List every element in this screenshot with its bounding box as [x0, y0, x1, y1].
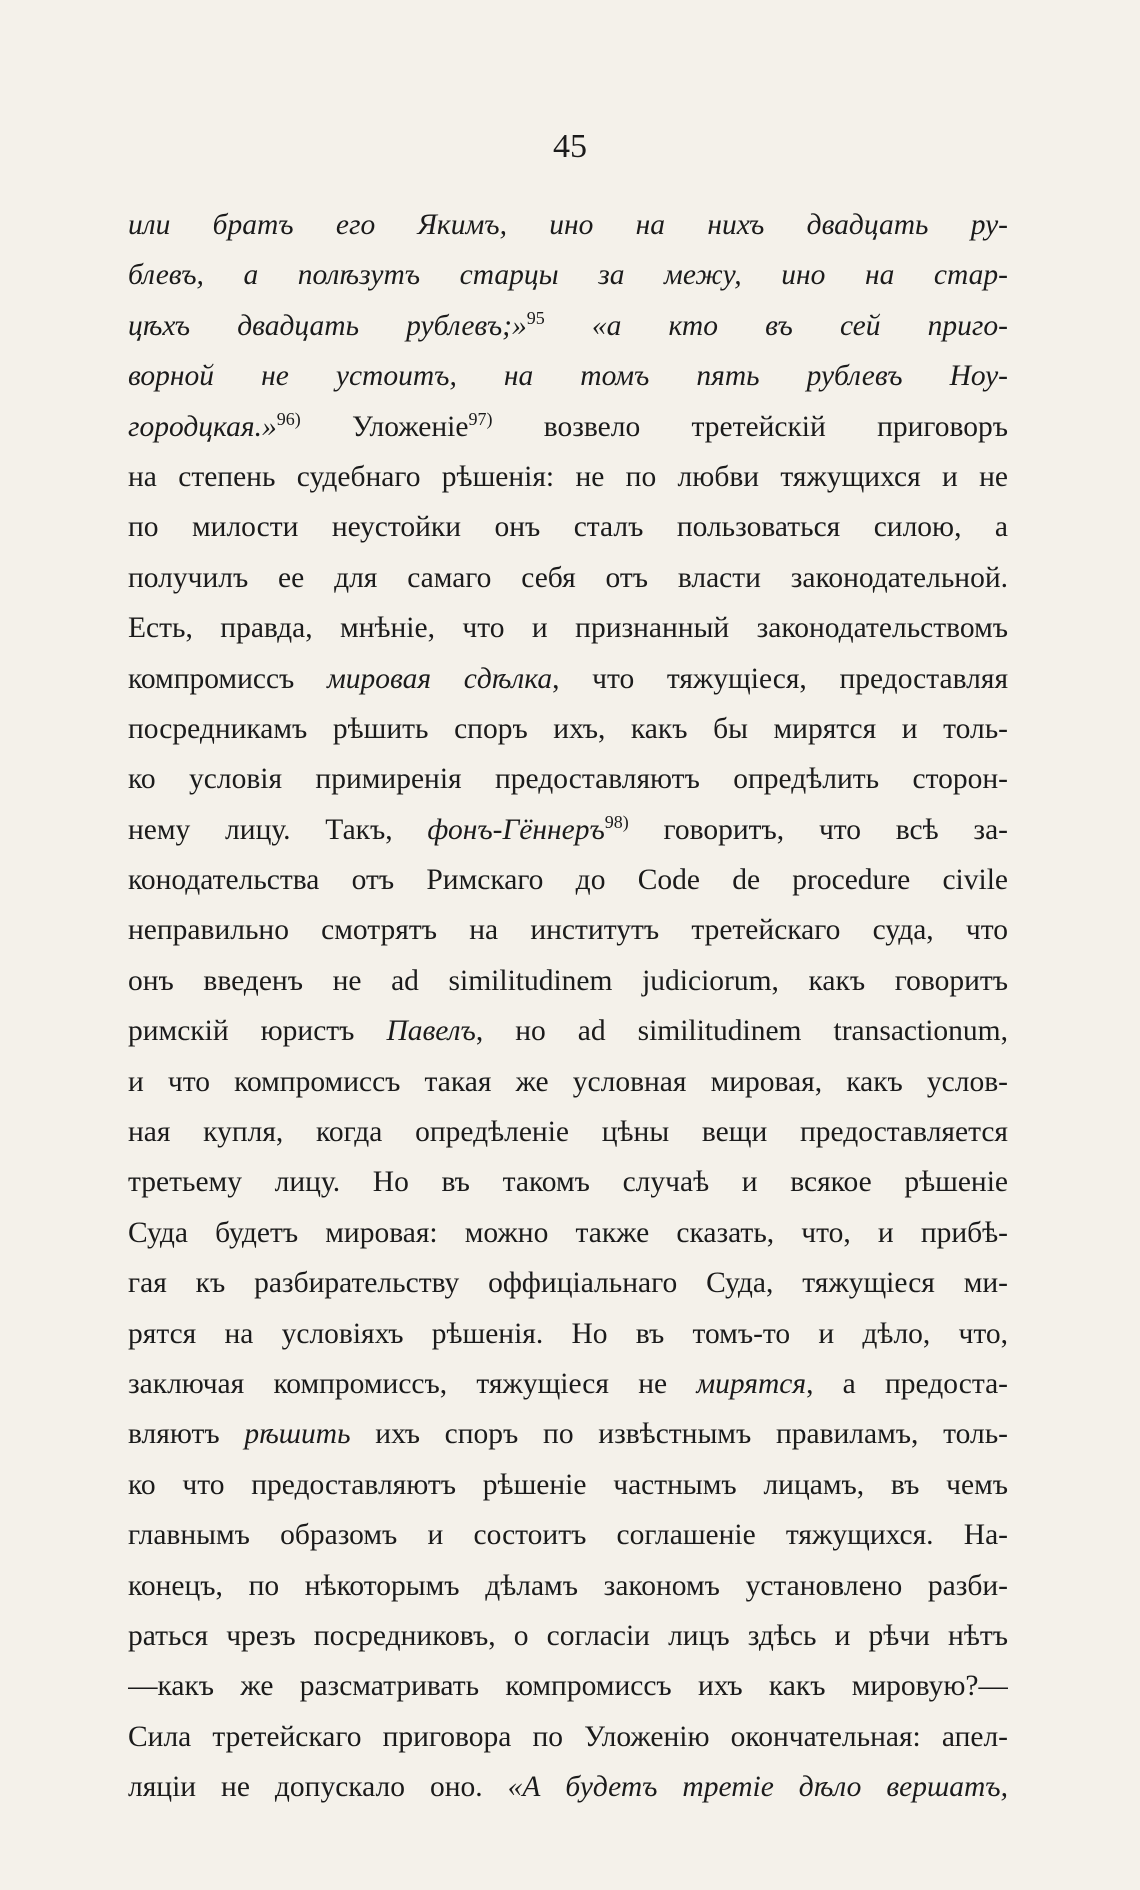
- text-line: [128, 553, 1008, 603]
- text-segment: компромиссъ: [128, 662, 327, 695]
- text-segment: получилъ ее для самаго себя отъ власти законодательной.: [128, 561, 1008, 594]
- text-line: [128, 402, 1008, 452]
- text-segment: Суда будетъ мировая: можно также сказать, что, и прибѣ-: [128, 1216, 1008, 1249]
- text-line: [128, 351, 1008, 401]
- text-segment: ко что предоставляютъ рѣшеніе частнымъ лицамъ, въ чемъ: [128, 1468, 1008, 1501]
- italic-text: мировая сдѣлка: [326, 662, 553, 695]
- text-line: [128, 452, 1008, 502]
- text-segment: ихъ споръ по извѣстнымъ правиламъ, толь-: [350, 1418, 1008, 1451]
- text-segment: , что тяжущіеся, предоставляя: [552, 662, 1008, 695]
- text-segment: , но ad similitudinem transactionum,: [475, 1015, 1008, 1048]
- text-segment: , а предоста-: [806, 1367, 1008, 1400]
- text-line: [128, 754, 1008, 804]
- italic-text: мирятся: [696, 1367, 807, 1400]
- italic-text: «А будетъ третіе дѣло вершатъ,: [507, 1771, 1008, 1804]
- italic-text: рѣшить: [244, 1418, 351, 1451]
- footnote-ref: 96): [276, 408, 301, 429]
- text-line: [128, 200, 1008, 250]
- text-line: [128, 1762, 1008, 1812]
- text-line: [128, 1258, 1008, 1308]
- text-segment: рятся на условіяхъ рѣшенія. Но въ томъ-то и дѣло, что,: [128, 1317, 1008, 1350]
- text-segment: конецъ, по нѣкоторымъ дѣламъ закономъ установлено разби-: [128, 1569, 1008, 1602]
- text-segment: [545, 310, 592, 342]
- text-line: [128, 1611, 1008, 1661]
- text-segment: раться чрезъ посредниковъ, о согласіи лицъ здѣсь и рѣчи нѣтъ: [128, 1619, 1008, 1652]
- text-line: [128, 1309, 1008, 1359]
- text-segment: посредникамъ рѣшить споръ ихъ, какъ бы мирятся и толь-: [128, 712, 1008, 745]
- text-line: [128, 603, 1008, 653]
- text-segment: конодательства отъ Римскаго до Code de procedure civile: [128, 864, 1008, 897]
- text-line: [128, 1157, 1008, 1207]
- text-line: [128, 1006, 1008, 1056]
- text-segment: ко условія примиренія предоставляютъ опредѣлить сторон-: [128, 763, 1008, 796]
- italic-text: фонъ-Гённеръ: [427, 813, 605, 846]
- text-line: [128, 704, 1008, 754]
- text-line: [128, 1460, 1008, 1510]
- text-line: [128, 855, 1008, 905]
- text-segment: Уложеніе: [300, 410, 469, 443]
- text-segment: ная купля, когда опредѣленіе цѣны вещи предоставляется: [128, 1116, 1008, 1149]
- text-line: [128, 956, 1008, 1006]
- text-segment: нему лицу. Такъ,: [128, 813, 428, 846]
- footnote-ref: 97): [468, 408, 493, 429]
- text-segment: Сила третейскаго приговора по Уложенію окончательная: апел-: [128, 1720, 1008, 1753]
- text-line: [128, 250, 1008, 300]
- italic-text: «а кто въ сей приго-: [591, 309, 1008, 342]
- text-segment: на степень судебнаго рѣшенія: не по любви тяжущихся и не: [128, 460, 1008, 493]
- text-segment: вляютъ: [128, 1418, 245, 1451]
- text-segment: возвело третейскій приговоръ: [492, 410, 1008, 443]
- text-segment: гая къ разбирательству оффиціальнаго Суда, тяжущіеся ми-: [128, 1267, 1008, 1300]
- text-line: [128, 502, 1008, 552]
- body-text: [128, 200, 1008, 1813]
- text-segment: неправильно смотрятъ на институтъ третейскаго суда, что: [128, 914, 1008, 947]
- text-segment: говоритъ, что всѣ за-: [628, 813, 1008, 846]
- text-line: [128, 1208, 1008, 1258]
- italic-text: Павелъ: [386, 1015, 476, 1048]
- text-segment: римскій юристъ: [128, 1015, 387, 1048]
- text-segment: —какъ же разсматривать компромиссъ ихъ какъ мировую?—: [128, 1670, 1008, 1703]
- text-line: [128, 1561, 1008, 1611]
- text-line: [128, 301, 1008, 351]
- text-segment: главнымъ образомъ и состоитъ соглашеніе тяжущихся. На-: [128, 1519, 1008, 1552]
- text-line: [128, 1661, 1008, 1711]
- text-line: [128, 1107, 1008, 1157]
- footnote-ref: 95: [526, 307, 545, 328]
- text-line: [128, 805, 1008, 855]
- text-segment: ляціи не допускало оно.: [128, 1771, 508, 1804]
- text-line: [128, 1409, 1008, 1459]
- italic-text: городцкая.»: [128, 410, 277, 443]
- text-line: [128, 1712, 1008, 1762]
- text-segment: онъ введенъ не ad similitudinem judiciorum, какъ говоритъ: [128, 964, 1008, 997]
- text-line: [128, 1057, 1008, 1107]
- text-segment: третьему лицу. Но въ такомъ случаѣ и всякое рѣшеніе: [128, 1166, 1008, 1199]
- text-segment: по милости неустойки онъ сталъ пользоваться силою, а: [128, 511, 1008, 544]
- text-line: [128, 654, 1008, 704]
- text-line: [128, 1359, 1008, 1409]
- text-segment: Есть, правда, мнѣніе, что и признанный законодательствомъ: [128, 612, 1008, 645]
- italic-text: блевъ, а полѣзутъ старцы за межу, ино на стар-: [128, 259, 1008, 292]
- italic-text: цѣхъ двадцать рублевъ;»: [128, 309, 527, 342]
- footnote-ref: 98): [604, 811, 629, 832]
- page-number: 45: [553, 128, 587, 165]
- text-line: [128, 1510, 1008, 1560]
- text-segment: и что компромиссъ такая же условная мировая, какъ услов-: [128, 1065, 1008, 1098]
- italic-text: ворной не устоитъ, на томъ пять рублевъ Ноу-: [128, 360, 1008, 393]
- italic-text: или братъ его Якимъ, ино на нихъ двадцать ру-: [128, 209, 1008, 241]
- text-segment: заключая компромиссъ, тяжущіеся не: [128, 1367, 697, 1400]
- text-line: [128, 905, 1008, 955]
